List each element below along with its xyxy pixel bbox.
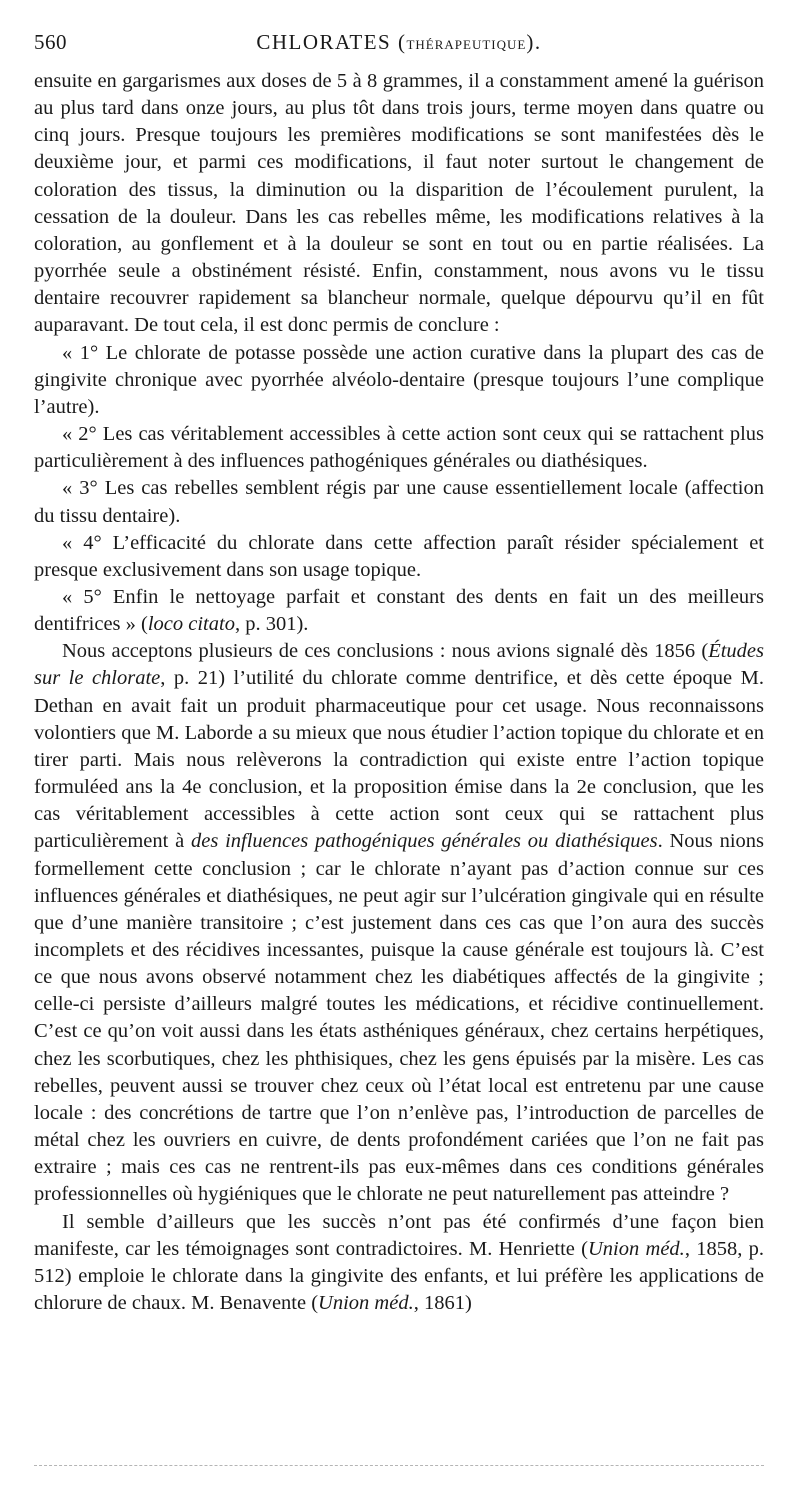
- page-number: 560: [34, 30, 67, 54]
- text-run: Il semble d’ailleurs que les succès n’ont pas été confirmés d’une façon bien manifeste, car les témoignages sont contradictoires. M. Henriette (: [34, 1210, 764, 1260]
- italic-text: des influences pathogéniques générales ou diathésiques: [190, 830, 658, 853]
- running-title-close: ).: [526, 30, 542, 54]
- text-run: , p. 21) l’utilité du chlorate comme dentrifice, et dès cette époque M. Dethan en avait fait un produit pharmaceutique pour cet usage. Nous reconnaissons volontiers que M. Laborde a su mieux que nous étudier l’action topique du chlorate et en tirer parti. Mais nous relèverons la contradiction qui existe entre l’action topique formuléed ans la 4e conclusion, et la proposition émise dans la 2e conclusion, que les cas véritablement accessibles à cette action sont ceux qui se rattachent plus particulièrement à: [34, 667, 764, 853]
- text-run: « 1° Le chlorate de potasse possède une action curative dans la plupart des cas de gingivite chronique avec pyorrhée alvéolo-dentaire (presque toujours l’une complique l’autre).: [34, 341, 764, 418]
- italic-text: Études sur le chlorate: [34, 640, 764, 690]
- running-title-main: CHLORATES (: [256, 30, 407, 54]
- conclusion-2: [34, 421, 764, 475]
- page-header: [34, 30, 764, 62]
- text-run: ensuite en gargarismes aux doses de 5 à 8 grammes, il a constamment amené la guérison au plus tard dans onze jours, au plus tôt dans trois jours, terme moyen dans quatre ou cinq jours. Presque toujours les premières modifications se sont manifestées dès le deuxième jour, et parmi ces modifications, il faut noter surtout le changement de coloration des tissus, la diminution ou la disparition de l’écoulement purulent, la cessation de la douleur. Dans les cas rebelles même, les modifications relatives à la coloration, au gonflement et à la douleur se sont en tout ou en partie réalisées. La pyorrhée seule a obstinément résisté. Enfin, constamment, nous avons vu le tissu dentaire recouvrer rapidement sa blancheur normale, quelque dépourvu qu’il en fût auparavant. De tout cela, il est donc permis de conclure :: [34, 70, 764, 337]
- paragraph: [34, 1209, 764, 1318]
- text-run: Nous acceptons plusieurs de ces conclusions : nous avions signalé dès 1856 (: [62, 640, 709, 663]
- text-run: « 2° Les cas véritablement accessibles à cette action sont ceux qui se rattachent plus particulièrement à des influences pathogéniques générales ou diathésiques.: [34, 423, 764, 473]
- text-run: , 1861): [413, 1292, 472, 1315]
- conclusion-4: [34, 530, 764, 584]
- text-run: . Nous nions formellement cette conclusion ; car le chlorate n’ayant pas d’action connue sur ces influences générales et diathésiques, ne peut agir sur l’ulcération gingivale qui en résulte que d’une manière transitoire ; c’est justement dans ces cas que l’on aura des succès incomplets et des récidives incessantes, puisque la cause générale est toujours là. C’est ce que nous avons observé notamment chez les diabétiques affectés de la gingivite ; celle-ci persiste d’ailleurs malgré toutes les médications, et récidive continuellement. C’est ce qu’on voit aussi dans les états asthéniques généraux, chez certains herpétiques, chez les scorbutiques, chez les phthisiques, chez les gens épuisés par la misère. Les cas rebelles, peuvent aussi se trouver chez ceux où l’état local est entretenu par une cause locale : des concrétions de tartre que l’on n’enlève pas, l’introduction de parcelles de métal chez les ouvriers en cuivre, de dents profondément cariées que l’on ne fait pas extraire ; mais ces cas ne rentrent-ils pas eux-mêmes dans ces conditions générales professionnelles où hygiéniques que le chlorate ne peut naturellement pas atteindre ?: [34, 830, 764, 1206]
- conclusion-5: [34, 584, 764, 638]
- paragraph: [34, 68, 764, 340]
- italic-text: Union méd.: [318, 1292, 414, 1315]
- conclusion-1: [34, 340, 764, 421]
- body-text: [34, 68, 764, 1317]
- text-run: « 5° Enfin le nettoyage parfait et constant des dents en fait un des meilleurs dentifrices » (: [34, 585, 764, 636]
- text-run: , p. 301).: [234, 613, 309, 636]
- italic-text: Union méd.: [588, 1237, 685, 1260]
- italic-text: loco citato: [147, 613, 235, 636]
- running-title-subtitle: THÉRAPEUTIQUE: [406, 37, 527, 52]
- paragraph: [34, 638, 764, 1208]
- text-run: , 1858, p. 512) emploie le chlorate dans la gingivite des enfants, et lui préfère les applications de chlorure de chaux. M. Benavente (: [34, 1237, 764, 1315]
- text-run: « 4° L’efficacité du chlorate dans cette affection paraît résider spécialement et presque exclusivement dans son usage topique.: [34, 531, 764, 581]
- running-title: [34, 30, 764, 55]
- text-run: « 3° Les cas rebelles semblent régis par une cause essentiellement locale (affection du tissu dentaire).: [34, 477, 764, 527]
- bottom-rule: [34, 1465, 764, 1466]
- conclusion-3: [34, 475, 764, 529]
